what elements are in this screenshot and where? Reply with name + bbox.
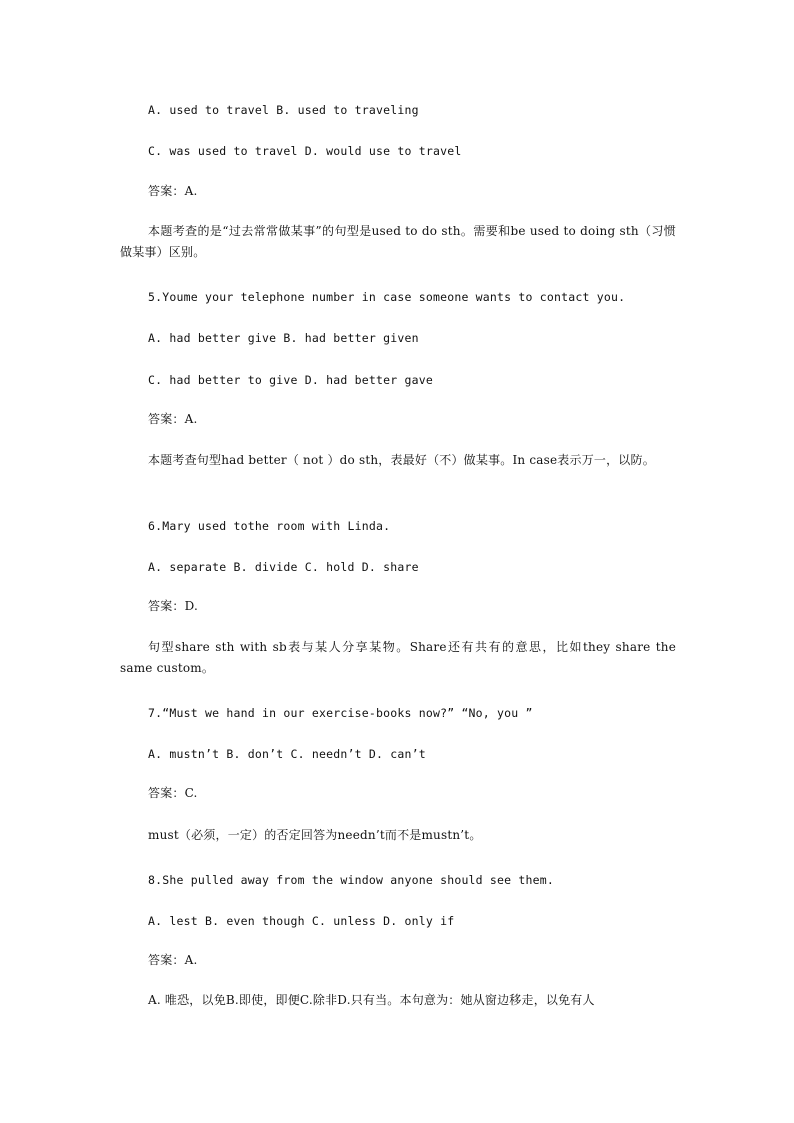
q7-question: 7.“Must we hand in our exercise-books now?” “No, you ” bbox=[148, 706, 533, 720]
q5-explanation: 本题考查句型had better（ not ）do sth，表最好（不）做某事。In case表示万一，以防。 bbox=[148, 453, 655, 467]
q8-explanation: A. 唯恐，以免B.即使，即便C.除非D.只有当。本句意为：她从窗边移走，以免有人 bbox=[148, 993, 595, 1007]
q8-options: A. lest B. even though C. unless D. only if bbox=[148, 914, 455, 928]
q7-options: A. mustn’t B. don’t C. needn’t D. can’t bbox=[148, 747, 426, 761]
q4-options-cd: C. was used to travel D. would use to travel bbox=[148, 144, 462, 158]
q8-question: 8.She pulled away from the window anyone should see them. bbox=[148, 873, 555, 887]
q5-options-ab: A. had better give B. had better given bbox=[148, 331, 419, 345]
q8-answer: 答案：A. bbox=[148, 953, 198, 967]
q4-answer: 答案：A. bbox=[148, 184, 198, 198]
q5-question: 5.Youme your telephone number in case someone wants to contact you. bbox=[148, 290, 626, 304]
q4-explanation: 本题考查的是“过去常常做某事”的句型是used to do sth。需要和be used to doing sth（习惯做某事）区别。 bbox=[120, 224, 676, 259]
q7-answer: 答案：C. bbox=[148, 786, 198, 800]
q6-question: 6.Mary used tothe room with Linda. bbox=[148, 519, 391, 533]
q6-explanation: 句型share sth with sb表与某人分享某物。Share还有共有的意思，比如they share the same custom。 bbox=[120, 640, 676, 675]
q6-options: A. separate B. divide C. hold D. share bbox=[148, 560, 419, 574]
q7-explanation: must（必须，一定）的否定回答为needn’t而不是mustn’t。 bbox=[148, 828, 482, 842]
q5-answer: 答案：A. bbox=[148, 412, 198, 426]
q4-options-ab: A. used to travel B. used to traveling bbox=[148, 103, 419, 117]
q6-answer: 答案：D. bbox=[148, 599, 199, 613]
q5-options-cd: C. had better to give D. had better gave bbox=[148, 373, 433, 387]
